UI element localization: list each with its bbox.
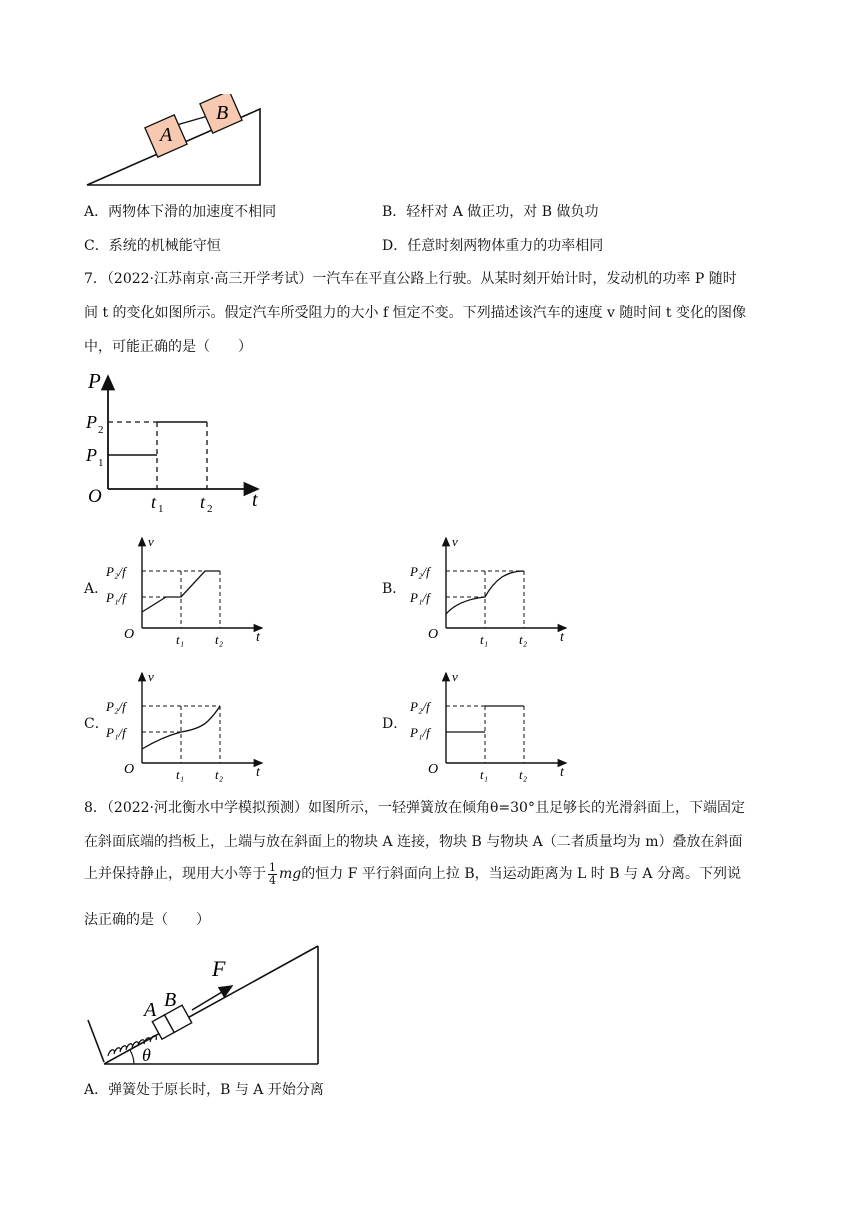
t1-subscript: 1	[158, 503, 164, 515]
v-label: v	[452, 669, 458, 684]
p1f-label: P₁/f	[410, 590, 430, 605]
origin-label: O	[124, 627, 135, 642]
block-b-label: B	[164, 989, 177, 1011]
q8-stem-line4: 法正确的是（ ）	[84, 912, 210, 928]
t2-label: t₂	[215, 632, 224, 647]
p2f-label: P₂/f	[410, 699, 430, 714]
q7-stem-line3: 中，可能正确的是（ ）	[84, 339, 252, 355]
v-label: v	[148, 669, 154, 684]
quarter-fraction	[268, 862, 277, 887]
t-axis-label: t	[560, 765, 564, 780]
q8-spring-incline-figure	[84, 940, 324, 1068]
q7-choice-b-label: B．	[382, 581, 407, 597]
force-label: F	[212, 956, 226, 981]
q7-power-time-graph	[80, 366, 270, 518]
p2-subscript: 2	[98, 424, 104, 436]
block-a-label: A	[144, 999, 157, 1021]
q7-graph-c	[102, 669, 270, 789]
t1-label: t	[151, 492, 157, 512]
t2-label: t₂	[519, 767, 528, 782]
origin-label: O	[428, 762, 439, 777]
t2-label: t₂	[519, 632, 528, 647]
t2-subscript: 2	[207, 503, 213, 515]
p1f-label: P₁/f	[106, 725, 126, 740]
q7-graph-d	[406, 669, 574, 789]
t-axis-label: t	[256, 630, 260, 645]
q7-choice-c-label: C．	[84, 716, 109, 732]
p1f-label: P₁/f	[410, 725, 430, 740]
q8-line3-pre: 上并保持静止，现用大小等于	[84, 866, 266, 882]
q6-option-a: A．两物体下滑的加速度不相同	[84, 204, 277, 220]
velocity-curve	[142, 571, 220, 612]
q8-option-a: A．弹簧处于原长时，B 与 A 开始分离	[84, 1082, 324, 1098]
end-stop-plate	[88, 1020, 104, 1062]
p1-label: P	[86, 445, 97, 465]
t1-label: t₁	[176, 632, 185, 647]
t-axis-label: t	[256, 765, 260, 780]
q8-line3-post: 的恒力 F 平行斜面向上拉 B，当运动距离为 L 时 B 与 A 分离。下列说	[301, 866, 741, 882]
q7-choice-d-label: D．	[382, 716, 408, 732]
t1-label: t₁	[480, 767, 489, 782]
t-axis-label: t	[560, 630, 564, 645]
t1-label: t₁	[480, 632, 489, 647]
p2f-label: P₂/f	[106, 564, 126, 579]
q8-stem-line3	[84, 860, 741, 888]
fraction-denominator: 4	[269, 873, 276, 887]
t2-label: t	[200, 492, 206, 512]
p1-subscript: 1	[98, 457, 104, 469]
q6-incline-figure	[84, 94, 264, 190]
t-axis-label: t	[252, 489, 258, 511]
p-axis-label: P	[88, 369, 101, 393]
q8-mg: mg	[279, 866, 302, 882]
q7-graph-b	[406, 534, 574, 654]
p1f-label: P₁/f	[106, 590, 126, 605]
v-label: v	[148, 534, 154, 549]
theta-label: θ	[142, 1045, 151, 1065]
origin-label: O	[428, 627, 439, 642]
fraction-numerator: 1	[269, 860, 276, 874]
q6-option-b: B．轻杆对 A 做正功，对 B 做负功	[382, 204, 599, 220]
slope-line	[104, 946, 318, 1064]
force-arrow	[192, 986, 232, 1010]
q6-option-d: D．任意时刻两物体重力的功率相同	[382, 238, 604, 254]
p2f-label: P₂/f	[106, 699, 126, 714]
p2-label: P	[86, 412, 97, 432]
t2-label: t₂	[215, 767, 224, 782]
q8-stem-line2: 在斜面底端的挡板上，上端与放在斜面上的物块 A 连接，物块 B 与物块 A（二者质量均为 m）叠放在斜面	[84, 834, 743, 850]
q7-graph-a	[102, 534, 270, 654]
q6-option-c: C．系统的机械能守恒	[84, 238, 221, 254]
q7-stem-line2: 间 t 的变化如图所示。假定汽车所受阻力的大小 f 恒定不变。下列描述该汽车的速度 v 随时间 t 变化的图像	[84, 305, 746, 321]
q8-stem-line1: 8．（2022·河北衡水中学模拟预测）如图所示，一轻弹簧放在倾角θ=30°且足够长的光滑斜面上，下端固定	[84, 800, 745, 816]
v-label: v	[452, 534, 458, 549]
q7-choice-a-label: A．	[84, 581, 109, 597]
origin-label: O	[124, 762, 135, 777]
origin-label: O	[88, 486, 102, 507]
t1-label: t₁	[176, 767, 185, 782]
block-a-label: A	[160, 124, 173, 146]
block-b-label: B	[216, 102, 229, 124]
angle-arc	[130, 1050, 134, 1064]
q7-stem-line1: 7．（2022·江苏南京·高三开学考试）一汽车在平直公路上行驶。从某时刻开始计时，发动机的功率 P 随时	[84, 271, 737, 287]
p2f-label: P₂/f	[410, 564, 430, 579]
